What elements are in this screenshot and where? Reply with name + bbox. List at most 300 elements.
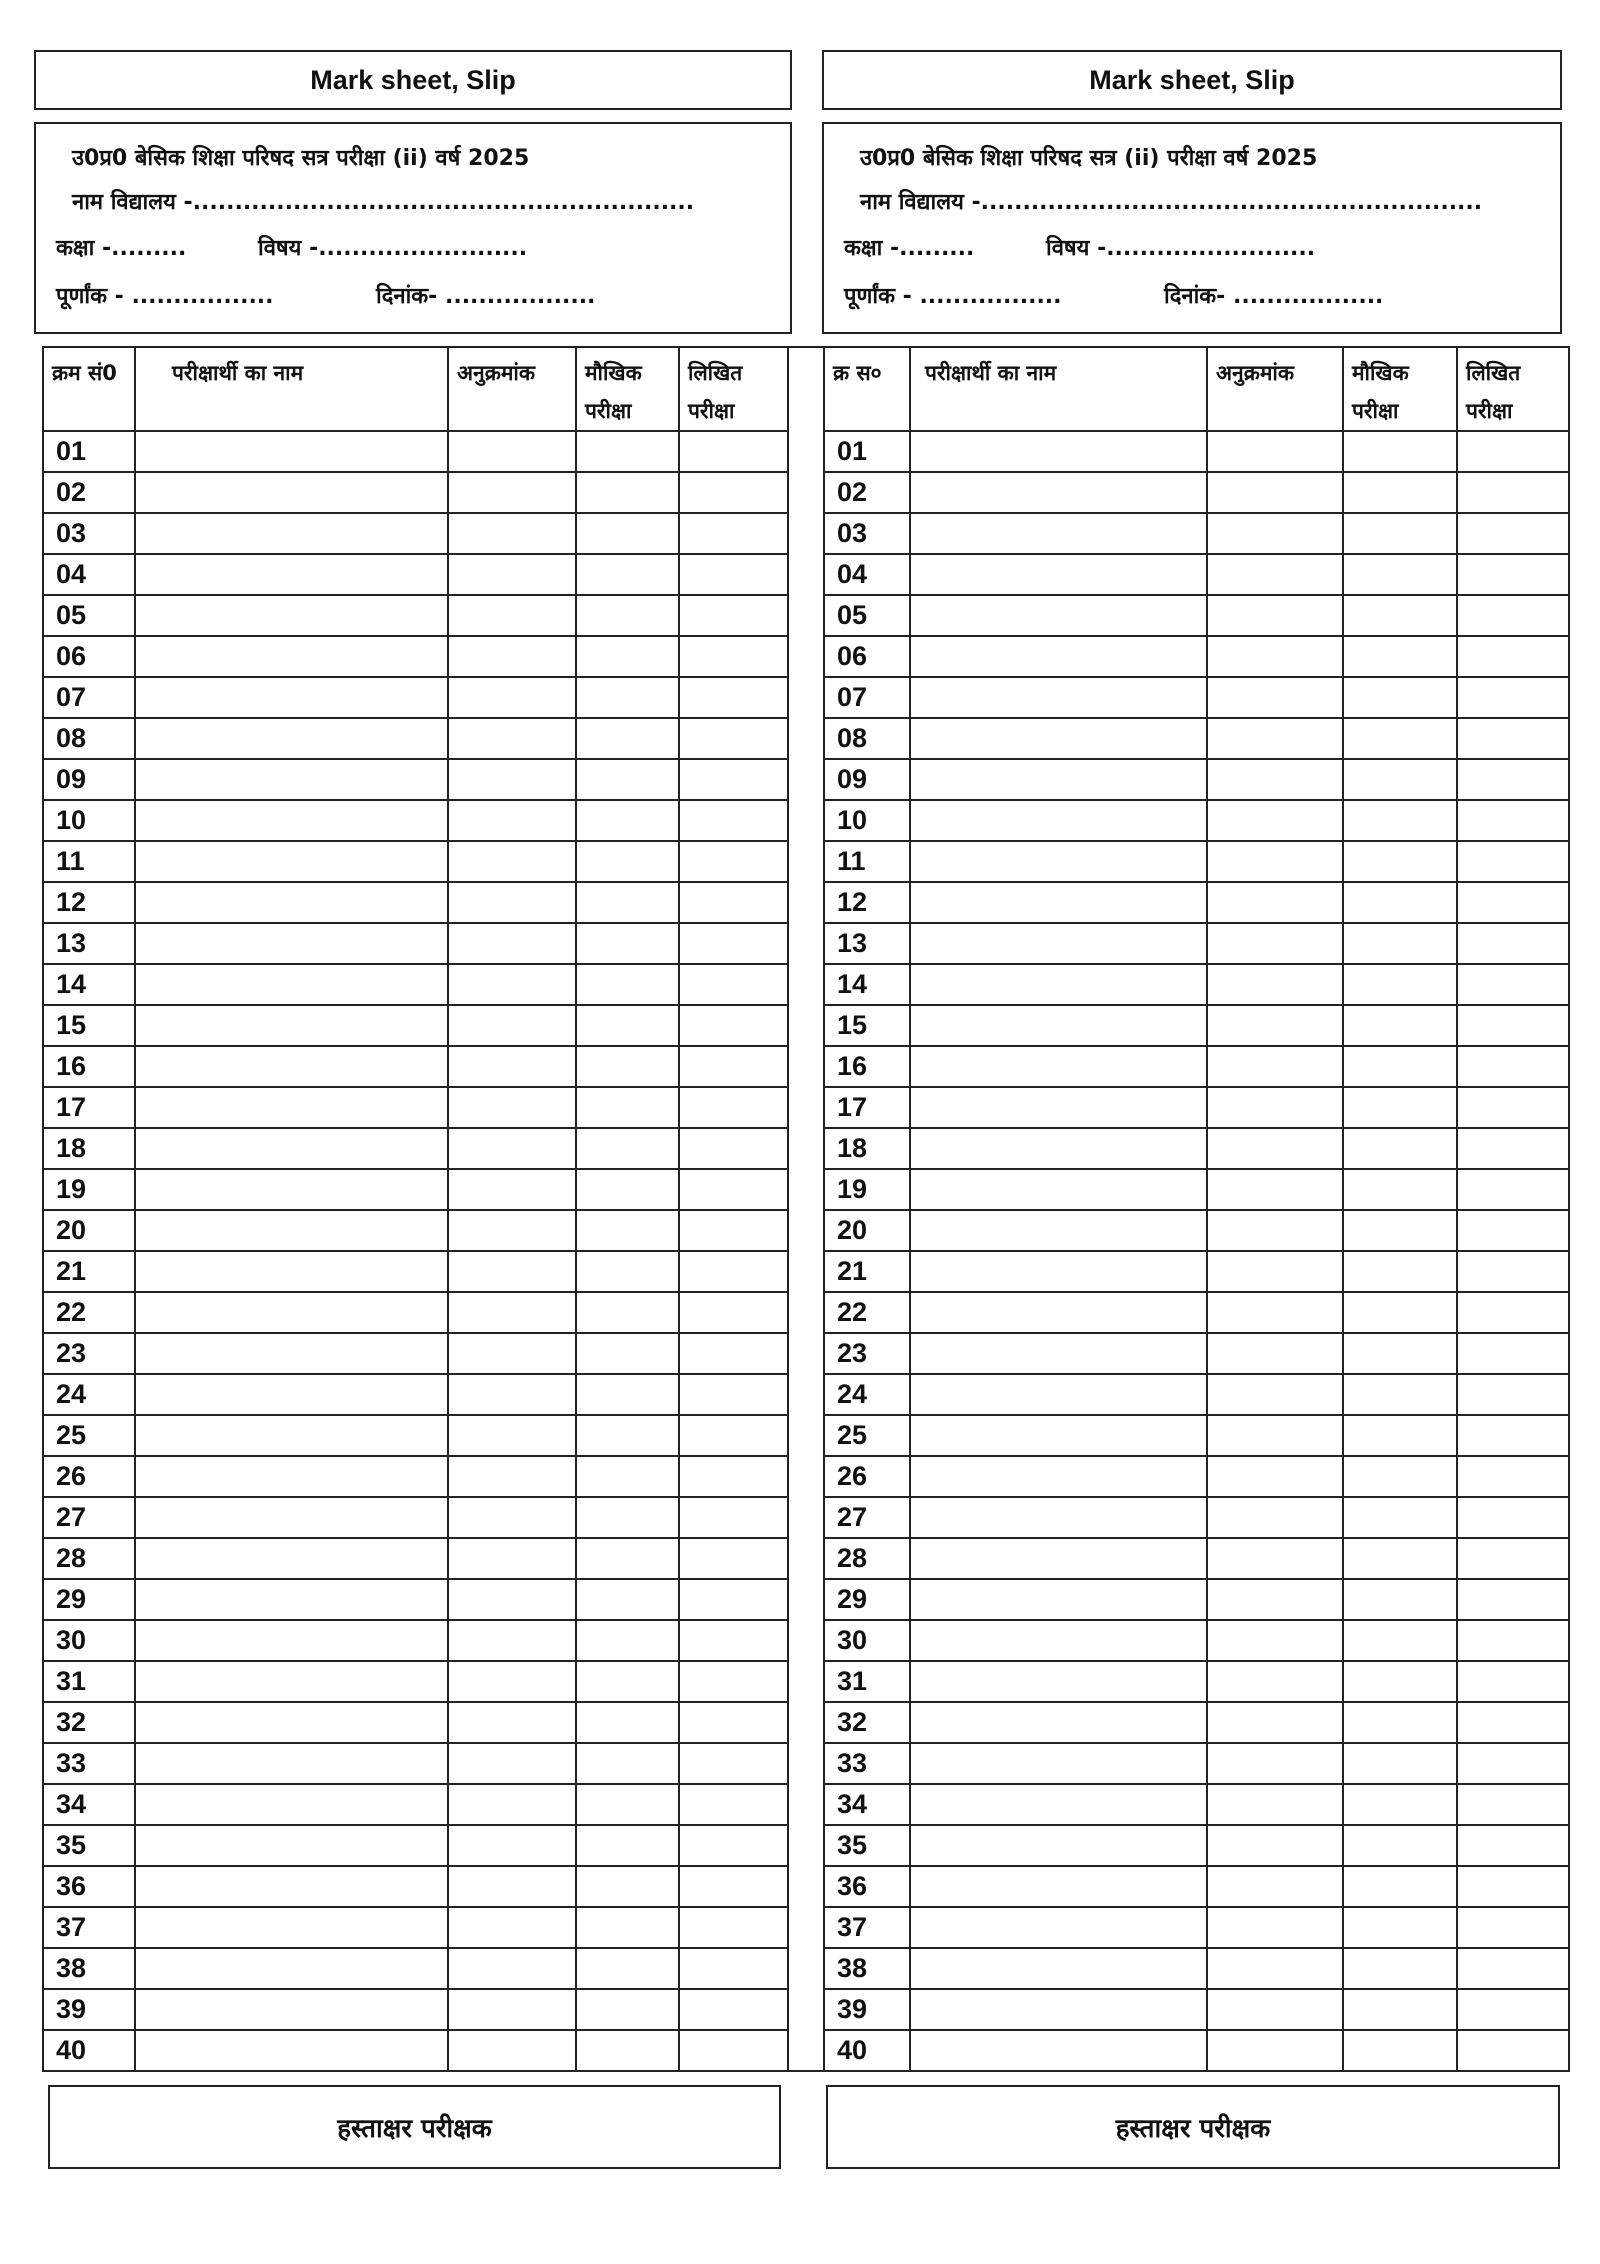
written-marks-cell[interactable]: [1457, 554, 1569, 595]
written-marks-cell[interactable]: [1457, 1456, 1569, 1497]
oral-marks-cell[interactable]: [1343, 1907, 1457, 1948]
written-marks-cell[interactable]: [679, 841, 788, 882]
oral-marks-cell[interactable]: [576, 1251, 679, 1292]
student-name-cell[interactable]: [135, 1046, 448, 1087]
roll-number-cell[interactable]: [448, 759, 576, 800]
oral-marks-cell[interactable]: [1343, 1866, 1457, 1907]
written-marks-cell[interactable]: [679, 1169, 788, 1210]
student-name-cell[interactable]: [135, 2030, 448, 2071]
roll-number-cell[interactable]: [1207, 1579, 1343, 1620]
written-marks-cell[interactable]: [1457, 1005, 1569, 1046]
oral-marks-cell[interactable]: [1343, 1374, 1457, 1415]
student-name-cell[interactable]: [135, 1456, 448, 1497]
written-marks-cell[interactable]: [1457, 2030, 1569, 2071]
roll-number-cell[interactable]: [1207, 1292, 1343, 1333]
roll-number-cell[interactable]: [448, 472, 576, 513]
oral-marks-cell[interactable]: [1343, 1620, 1457, 1661]
written-marks-cell[interactable]: [679, 1046, 788, 1087]
oral-marks-cell[interactable]: [1343, 1169, 1457, 1210]
oral-marks-cell[interactable]: [576, 1046, 679, 1087]
written-marks-cell[interactable]: [679, 1702, 788, 1743]
written-marks-cell[interactable]: [1457, 595, 1569, 636]
written-marks-cell[interactable]: [1457, 1128, 1569, 1169]
oral-marks-cell[interactable]: [1343, 1251, 1457, 1292]
oral-marks-cell[interactable]: [1343, 923, 1457, 964]
oral-marks-cell[interactable]: [576, 1005, 679, 1046]
student-name-cell[interactable]: [135, 1005, 448, 1046]
written-marks-cell[interactable]: [1457, 1538, 1569, 1579]
roll-number-cell[interactable]: [1207, 1989, 1343, 2030]
written-marks-cell[interactable]: [679, 1292, 788, 1333]
roll-number-cell[interactable]: [448, 1825, 576, 1866]
student-name-cell[interactable]: [910, 472, 1207, 513]
written-marks-cell[interactable]: [679, 964, 788, 1005]
student-name-cell[interactable]: [135, 636, 448, 677]
oral-marks-cell[interactable]: [1343, 1948, 1457, 1989]
written-marks-cell[interactable]: [1457, 1702, 1569, 1743]
student-name-cell[interactable]: [910, 1374, 1207, 1415]
written-marks-cell[interactable]: [1457, 800, 1569, 841]
roll-number-cell[interactable]: [1207, 1210, 1343, 1251]
written-marks-cell[interactable]: [679, 923, 788, 964]
roll-number-cell[interactable]: [1207, 964, 1343, 1005]
roll-number-cell[interactable]: [1207, 1005, 1343, 1046]
written-marks-cell[interactable]: [1457, 1661, 1569, 1702]
roll-number-cell[interactable]: [1207, 841, 1343, 882]
oral-marks-cell[interactable]: [576, 1292, 679, 1333]
student-name-cell[interactable]: [135, 1825, 448, 1866]
oral-marks-cell[interactable]: [1343, 1825, 1457, 1866]
roll-number-cell[interactable]: [448, 513, 576, 554]
roll-number-cell[interactable]: [1207, 513, 1343, 554]
student-name-cell[interactable]: [910, 718, 1207, 759]
roll-number-cell[interactable]: [448, 1005, 576, 1046]
student-name-cell[interactable]: [910, 923, 1207, 964]
roll-number-cell[interactable]: [448, 595, 576, 636]
roll-number-cell[interactable]: [448, 718, 576, 759]
oral-marks-cell[interactable]: [1343, 472, 1457, 513]
oral-marks-cell[interactable]: [1343, 1333, 1457, 1374]
oral-marks-cell[interactable]: [576, 1456, 679, 1497]
roll-number-cell[interactable]: [1207, 1948, 1343, 1989]
written-marks-cell[interactable]: [679, 1087, 788, 1128]
student-name-cell[interactable]: [910, 1907, 1207, 1948]
written-marks-cell[interactable]: [679, 677, 788, 718]
student-name-cell[interactable]: [135, 1292, 448, 1333]
written-marks-cell[interactable]: [1457, 1251, 1569, 1292]
roll-number-cell[interactable]: [1207, 1456, 1343, 1497]
student-name-cell[interactable]: [910, 1497, 1207, 1538]
student-name-cell[interactable]: [135, 1210, 448, 1251]
oral-marks-cell[interactable]: [1343, 1497, 1457, 1538]
roll-number-cell[interactable]: [448, 554, 576, 595]
student-name-cell[interactable]: [910, 1046, 1207, 1087]
oral-marks-cell[interactable]: [1343, 1989, 1457, 2030]
written-marks-cell[interactable]: [679, 759, 788, 800]
student-name-cell[interactable]: [910, 882, 1207, 923]
roll-number-cell[interactable]: [1207, 718, 1343, 759]
student-name-cell[interactable]: [910, 964, 1207, 1005]
oral-marks-cell[interactable]: [576, 1743, 679, 1784]
written-marks-cell[interactable]: [1457, 882, 1569, 923]
roll-number-cell[interactable]: [1207, 1333, 1343, 1374]
student-name-cell[interactable]: [910, 1661, 1207, 1702]
roll-number-cell[interactable]: [448, 1169, 576, 1210]
roll-number-cell[interactable]: [1207, 1087, 1343, 1128]
written-marks-cell[interactable]: [1457, 1948, 1569, 1989]
oral-marks-cell[interactable]: [576, 1620, 679, 1661]
roll-number-cell[interactable]: [448, 1538, 576, 1579]
written-marks-cell[interactable]: [1457, 1087, 1569, 1128]
roll-number-cell[interactable]: [448, 1948, 576, 1989]
student-name-cell[interactable]: [135, 1784, 448, 1825]
written-marks-cell[interactable]: [1457, 1784, 1569, 1825]
roll-number-cell[interactable]: [448, 1661, 576, 1702]
written-marks-cell[interactable]: [1457, 1046, 1569, 1087]
oral-marks-cell[interactable]: [576, 923, 679, 964]
student-name-cell[interactable]: [135, 554, 448, 595]
written-marks-cell[interactable]: [679, 1825, 788, 1866]
student-name-cell[interactable]: [135, 923, 448, 964]
oral-marks-cell[interactable]: [576, 718, 679, 759]
student-name-cell[interactable]: [135, 1497, 448, 1538]
roll-number-cell[interactable]: [1207, 1743, 1343, 1784]
full-marks-field[interactable]: पूर्णांक - .................: [56, 284, 274, 309]
roll-number-cell[interactable]: [1207, 636, 1343, 677]
roll-number-cell[interactable]: [1207, 1784, 1343, 1825]
written-marks-cell[interactable]: [679, 1948, 788, 1989]
student-name-cell[interactable]: [910, 1292, 1207, 1333]
oral-marks-cell[interactable]: [1343, 1579, 1457, 1620]
oral-marks-cell[interactable]: [1343, 1456, 1457, 1497]
written-marks-cell[interactable]: [679, 1456, 788, 1497]
student-name-cell[interactable]: [910, 1251, 1207, 1292]
school-name-field[interactable]: नाम विद्यालय -............................................................: [860, 190, 1483, 215]
oral-marks-cell[interactable]: [576, 1989, 679, 2030]
oral-marks-cell[interactable]: [1343, 595, 1457, 636]
roll-number-cell[interactable]: [448, 1866, 576, 1907]
written-marks-cell[interactable]: [679, 1128, 788, 1169]
student-name-cell[interactable]: [135, 1538, 448, 1579]
roll-number-cell[interactable]: [448, 1784, 576, 1825]
written-marks-cell[interactable]: [679, 1415, 788, 1456]
oral-marks-cell[interactable]: [576, 800, 679, 841]
oral-marks-cell[interactable]: [1343, 1415, 1457, 1456]
oral-marks-cell[interactable]: [576, 1538, 679, 1579]
full-marks-field[interactable]: पूर्णांक - .................: [844, 284, 1062, 309]
student-name-cell[interactable]: [910, 1456, 1207, 1497]
roll-number-cell[interactable]: [448, 1743, 576, 1784]
written-marks-cell[interactable]: [1457, 1907, 1569, 1948]
student-name-cell[interactable]: [135, 882, 448, 923]
written-marks-cell[interactable]: [1457, 1374, 1569, 1415]
oral-marks-cell[interactable]: [576, 759, 679, 800]
roll-number-cell[interactable]: [448, 1620, 576, 1661]
roll-number-cell[interactable]: [1207, 800, 1343, 841]
subject-field[interactable]: विषय -.........................: [258, 236, 528, 261]
written-marks-cell[interactable]: [679, 1210, 788, 1251]
roll-number-cell[interactable]: [1207, 1251, 1343, 1292]
student-name-cell[interactable]: [135, 1620, 448, 1661]
roll-number-cell[interactable]: [448, 1251, 576, 1292]
student-name-cell[interactable]: [135, 759, 448, 800]
oral-marks-cell[interactable]: [576, 595, 679, 636]
oral-marks-cell[interactable]: [576, 636, 679, 677]
student-name-cell[interactable]: [910, 1333, 1207, 1374]
student-name-cell[interactable]: [135, 841, 448, 882]
student-name-cell[interactable]: [910, 1087, 1207, 1128]
student-name-cell[interactable]: [135, 718, 448, 759]
roll-number-cell[interactable]: [448, 1292, 576, 1333]
oral-marks-cell[interactable]: [1343, 513, 1457, 554]
student-name-cell[interactable]: [910, 1825, 1207, 1866]
oral-marks-cell[interactable]: [576, 1784, 679, 1825]
student-name-cell[interactable]: [135, 800, 448, 841]
oral-marks-cell[interactable]: [576, 1907, 679, 1948]
student-name-cell[interactable]: [135, 472, 448, 513]
written-marks-cell[interactable]: [679, 1620, 788, 1661]
roll-number-cell[interactable]: [1207, 1866, 1343, 1907]
written-marks-cell[interactable]: [1457, 1415, 1569, 1456]
student-name-cell[interactable]: [910, 1415, 1207, 1456]
oral-marks-cell[interactable]: [1343, 554, 1457, 595]
written-marks-cell[interactable]: [1457, 841, 1569, 882]
oral-marks-cell[interactable]: [1343, 1702, 1457, 1743]
oral-marks-cell[interactable]: [576, 513, 679, 554]
examiner-signature-box[interactable]: [826, 2085, 1560, 2169]
student-name-cell[interactable]: [910, 1210, 1207, 1251]
roll-number-cell[interactable]: [1207, 1415, 1343, 1456]
written-marks-cell[interactable]: [1457, 1292, 1569, 1333]
written-marks-cell[interactable]: [679, 1784, 788, 1825]
student-name-cell[interactable]: [910, 1620, 1207, 1661]
oral-marks-cell[interactable]: [576, 1374, 679, 1415]
written-marks-cell[interactable]: [1457, 1620, 1569, 1661]
student-name-cell[interactable]: [910, 841, 1207, 882]
roll-number-cell[interactable]: [448, 2030, 576, 2071]
roll-number-cell[interactable]: [448, 1415, 576, 1456]
oral-marks-cell[interactable]: [1343, 1292, 1457, 1333]
oral-marks-cell[interactable]: [1343, 636, 1457, 677]
student-name-cell[interactable]: [910, 1579, 1207, 1620]
written-marks-cell[interactable]: [1457, 1169, 1569, 1210]
student-name-cell[interactable]: [135, 1661, 448, 1702]
oral-marks-cell[interactable]: [1343, 2030, 1457, 2071]
oral-marks-cell[interactable]: [576, 1210, 679, 1251]
oral-marks-cell[interactable]: [1343, 718, 1457, 759]
oral-marks-cell[interactable]: [576, 1702, 679, 1743]
written-marks-cell[interactable]: [679, 1497, 788, 1538]
oral-marks-cell[interactable]: [1343, 1743, 1457, 1784]
oral-marks-cell[interactable]: [1343, 1087, 1457, 1128]
roll-number-cell[interactable]: [448, 677, 576, 718]
oral-marks-cell[interactable]: [1343, 759, 1457, 800]
student-name-cell[interactable]: [135, 513, 448, 554]
student-name-cell[interactable]: [135, 431, 448, 472]
oral-marks-cell[interactable]: [1343, 1661, 1457, 1702]
written-marks-cell[interactable]: [679, 1005, 788, 1046]
roll-number-cell[interactable]: [448, 636, 576, 677]
written-marks-cell[interactable]: [1457, 431, 1569, 472]
student-name-cell[interactable]: [135, 1579, 448, 1620]
student-name-cell[interactable]: [910, 595, 1207, 636]
student-name-cell[interactable]: [910, 1005, 1207, 1046]
oral-marks-cell[interactable]: [1343, 800, 1457, 841]
student-name-cell[interactable]: [910, 1702, 1207, 1743]
roll-number-cell[interactable]: [448, 1087, 576, 1128]
written-marks-cell[interactable]: [679, 595, 788, 636]
written-marks-cell[interactable]: [1457, 1866, 1569, 1907]
roll-number-cell[interactable]: [1207, 472, 1343, 513]
roll-number-cell[interactable]: [448, 841, 576, 882]
written-marks-cell[interactable]: [679, 1579, 788, 1620]
roll-number-cell[interactable]: [1207, 595, 1343, 636]
oral-marks-cell[interactable]: [576, 1169, 679, 1210]
student-name-cell[interactable]: [135, 1948, 448, 1989]
roll-number-cell[interactable]: [448, 1497, 576, 1538]
oral-marks-cell[interactable]: [576, 472, 679, 513]
written-marks-cell[interactable]: [679, 1866, 788, 1907]
written-marks-cell[interactable]: [679, 1333, 788, 1374]
written-marks-cell[interactable]: [1457, 1989, 1569, 2030]
oral-marks-cell[interactable]: [576, 882, 679, 923]
student-name-cell[interactable]: [135, 1128, 448, 1169]
student-name-cell[interactable]: [910, 513, 1207, 554]
student-name-cell[interactable]: [910, 1989, 1207, 2030]
student-name-cell[interactable]: [135, 1169, 448, 1210]
oral-marks-cell[interactable]: [576, 1579, 679, 1620]
written-marks-cell[interactable]: [679, 1538, 788, 1579]
student-name-cell[interactable]: [910, 1743, 1207, 1784]
oral-marks-cell[interactable]: [576, 431, 679, 472]
written-marks-cell[interactable]: [679, 472, 788, 513]
written-marks-cell[interactable]: [679, 800, 788, 841]
roll-number-cell[interactable]: [448, 1907, 576, 1948]
student-name-cell[interactable]: [910, 677, 1207, 718]
roll-number-cell[interactable]: [448, 1579, 576, 1620]
written-marks-cell[interactable]: [1457, 1210, 1569, 1251]
oral-marks-cell[interactable]: [1343, 1538, 1457, 1579]
roll-number-cell[interactable]: [448, 1456, 576, 1497]
written-marks-cell[interactable]: [679, 554, 788, 595]
roll-number-cell[interactable]: [1207, 554, 1343, 595]
roll-number-cell[interactable]: [1207, 1702, 1343, 1743]
student-name-cell[interactable]: [135, 1989, 448, 2030]
date-field[interactable]: दिनांक- ..................: [1164, 284, 1384, 309]
student-name-cell[interactable]: [135, 1087, 448, 1128]
student-name-cell[interactable]: [135, 1907, 448, 1948]
oral-marks-cell[interactable]: [1343, 1210, 1457, 1251]
roll-number-cell[interactable]: [448, 1702, 576, 1743]
written-marks-cell[interactable]: [679, 1989, 788, 2030]
student-name-cell[interactable]: [910, 800, 1207, 841]
school-name-field[interactable]: नाम विद्यालय -............................................................: [72, 190, 695, 215]
roll-number-cell[interactable]: [448, 800, 576, 841]
written-marks-cell[interactable]: [679, 1907, 788, 1948]
oral-marks-cell[interactable]: [1343, 431, 1457, 472]
student-name-cell[interactable]: [135, 1251, 448, 1292]
student-name-cell[interactable]: [910, 1948, 1207, 1989]
roll-number-cell[interactable]: [1207, 882, 1343, 923]
written-marks-cell[interactable]: [679, 2030, 788, 2071]
subject-field[interactable]: विषय -.........................: [1046, 236, 1316, 261]
roll-number-cell[interactable]: [448, 964, 576, 1005]
roll-number-cell[interactable]: [1207, 1620, 1343, 1661]
oral-marks-cell[interactable]: [576, 1866, 679, 1907]
written-marks-cell[interactable]: [679, 1251, 788, 1292]
oral-marks-cell[interactable]: [576, 964, 679, 1005]
written-marks-cell[interactable]: [679, 1661, 788, 1702]
oral-marks-cell[interactable]: [576, 1825, 679, 1866]
oral-marks-cell[interactable]: [576, 2030, 679, 2071]
student-name-cell[interactable]: [910, 1866, 1207, 1907]
student-name-cell[interactable]: [910, 1169, 1207, 1210]
student-name-cell[interactable]: [910, 1784, 1207, 1825]
written-marks-cell[interactable]: [1457, 1333, 1569, 1374]
roll-number-cell[interactable]: [1207, 1907, 1343, 1948]
roll-number-cell[interactable]: [1207, 1538, 1343, 1579]
oral-marks-cell[interactable]: [576, 677, 679, 718]
student-name-cell[interactable]: [135, 964, 448, 1005]
oral-marks-cell[interactable]: [1343, 882, 1457, 923]
class-field[interactable]: कक्षा -.........: [56, 236, 187, 261]
oral-marks-cell[interactable]: [1343, 1046, 1457, 1087]
written-marks-cell[interactable]: [679, 513, 788, 554]
roll-number-cell[interactable]: [1207, 923, 1343, 964]
oral-marks-cell[interactable]: [1343, 964, 1457, 1005]
oral-marks-cell[interactable]: [576, 1087, 679, 1128]
roll-number-cell[interactable]: [448, 1374, 576, 1415]
roll-number-cell[interactable]: [1207, 2030, 1343, 2071]
written-marks-cell[interactable]: [1457, 677, 1569, 718]
written-marks-cell[interactable]: [1457, 923, 1569, 964]
student-name-cell[interactable]: [910, 636, 1207, 677]
written-marks-cell[interactable]: [679, 636, 788, 677]
roll-number-cell[interactable]: [448, 1210, 576, 1251]
student-name-cell[interactable]: [910, 554, 1207, 595]
student-name-cell[interactable]: [910, 2030, 1207, 2071]
roll-number-cell[interactable]: [1207, 431, 1343, 472]
roll-number-cell[interactable]: [448, 923, 576, 964]
roll-number-cell[interactable]: [448, 882, 576, 923]
written-marks-cell[interactable]: [1457, 1497, 1569, 1538]
roll-number-cell[interactable]: [1207, 1661, 1343, 1702]
student-name-cell[interactable]: [910, 1128, 1207, 1169]
written-marks-cell[interactable]: [1457, 636, 1569, 677]
oral-marks-cell[interactable]: [576, 554, 679, 595]
student-name-cell[interactable]: [135, 1702, 448, 1743]
student-name-cell[interactable]: [135, 677, 448, 718]
oral-marks-cell[interactable]: [1343, 1128, 1457, 1169]
written-marks-cell[interactable]: [1457, 472, 1569, 513]
roll-number-cell[interactable]: [1207, 1046, 1343, 1087]
roll-number-cell[interactable]: [1207, 1128, 1343, 1169]
written-marks-cell[interactable]: [679, 1374, 788, 1415]
student-name-cell[interactable]: [910, 431, 1207, 472]
roll-number-cell[interactable]: [1207, 1497, 1343, 1538]
oral-marks-cell[interactable]: [576, 1497, 679, 1538]
written-marks-cell[interactable]: [679, 1743, 788, 1784]
oral-marks-cell[interactable]: [1343, 1005, 1457, 1046]
roll-number-cell[interactable]: [1207, 1825, 1343, 1866]
written-marks-cell[interactable]: [1457, 1825, 1569, 1866]
oral-marks-cell[interactable]: [1343, 841, 1457, 882]
oral-marks-cell[interactable]: [576, 1661, 679, 1702]
written-marks-cell[interactable]: [1457, 964, 1569, 1005]
written-marks-cell[interactable]: [1457, 1579, 1569, 1620]
date-field[interactable]: दिनांक- ..................: [376, 284, 596, 309]
oral-marks-cell[interactable]: [1343, 1784, 1457, 1825]
